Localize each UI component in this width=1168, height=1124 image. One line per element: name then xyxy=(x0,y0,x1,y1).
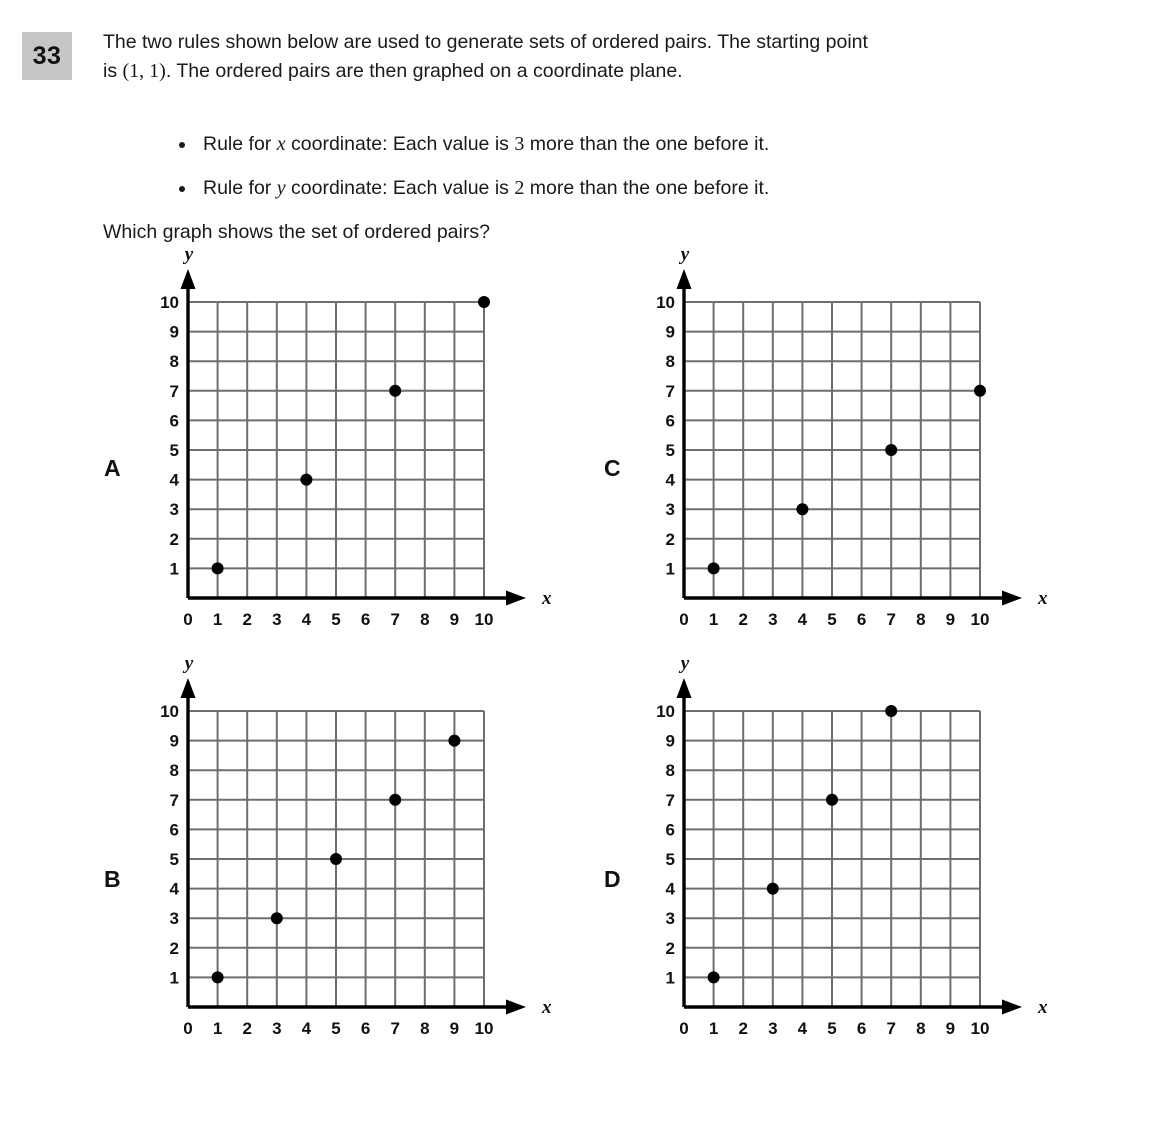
svg-text:8: 8 xyxy=(665,761,675,781)
rule-y-variable: y xyxy=(276,177,286,199)
choice-letter-a[interactable]: A xyxy=(104,455,121,481)
svg-text:9: 9 xyxy=(449,1019,460,1038)
svg-text:7: 7 xyxy=(886,610,896,629)
svg-text:5: 5 xyxy=(331,610,341,629)
data-point xyxy=(271,912,283,924)
data-point xyxy=(389,385,401,397)
starting-point-value: (1, 1) xyxy=(122,60,166,82)
y-axis-label: y xyxy=(680,244,690,265)
svg-text:8: 8 xyxy=(420,1019,430,1038)
axes xyxy=(181,678,527,1015)
svg-text:7: 7 xyxy=(390,610,400,629)
svg-text:8: 8 xyxy=(665,352,675,372)
svg-text:0: 0 xyxy=(679,1019,689,1038)
svg-text:1: 1 xyxy=(665,968,675,988)
svg-text:4: 4 xyxy=(797,610,808,629)
rule-x-suffix: more than the one before it. xyxy=(529,133,770,155)
y-tick-labels xyxy=(656,293,675,578)
svg-text:4: 4 xyxy=(797,1019,808,1038)
svg-text:5: 5 xyxy=(827,1019,837,1038)
svg-text:3: 3 xyxy=(768,610,778,629)
data-point xyxy=(212,562,224,574)
rule-x-prefix: Rule for xyxy=(203,133,272,155)
y-axis-label: y xyxy=(184,244,194,265)
data-point xyxy=(885,705,897,717)
svg-text:3: 3 xyxy=(272,1019,282,1038)
x-axis-label: x xyxy=(1038,588,1048,609)
y-tick-labels xyxy=(160,293,179,578)
svg-text:2: 2 xyxy=(665,529,675,549)
rules-list xyxy=(175,122,1115,210)
data-points xyxy=(212,296,490,574)
svg-text:6: 6 xyxy=(665,411,675,431)
svg-text:2: 2 xyxy=(242,610,252,629)
choice-letter-b[interactable]: B xyxy=(104,866,121,892)
svg-text:4: 4 xyxy=(301,1019,312,1038)
data-point xyxy=(389,794,401,806)
svg-text:3: 3 xyxy=(169,500,179,520)
svg-text:9: 9 xyxy=(169,731,179,751)
svg-text:1: 1 xyxy=(169,559,179,579)
svg-text:6: 6 xyxy=(856,1019,867,1038)
graph-choice-b[interactable] xyxy=(150,653,554,1057)
svg-text:1: 1 xyxy=(708,610,719,629)
svg-text:5: 5 xyxy=(169,850,179,869)
x-tick-labels xyxy=(679,1019,989,1038)
svg-text:7: 7 xyxy=(665,790,675,810)
svg-text:5: 5 xyxy=(331,1019,341,1038)
rule-item-x xyxy=(175,122,1115,166)
svg-text:5: 5 xyxy=(169,441,179,460)
svg-text:10: 10 xyxy=(160,293,179,312)
rule-x-variable: x xyxy=(276,133,286,155)
question-stem xyxy=(103,28,1103,86)
svg-text:10: 10 xyxy=(474,1019,494,1038)
y-axis-label: y xyxy=(184,653,194,674)
svg-text:9: 9 xyxy=(945,610,956,629)
data-point xyxy=(708,971,720,983)
y-tick-labels xyxy=(160,702,179,987)
data-point xyxy=(796,503,808,515)
x-tick-labels xyxy=(183,1019,493,1038)
coordinate-plane-c xyxy=(646,244,1050,648)
question-number-badge: 33 xyxy=(22,32,72,80)
choice-letter-c[interactable]: C xyxy=(604,455,621,481)
graph-choice-a[interactable] xyxy=(150,244,554,648)
svg-text:2: 2 xyxy=(738,1019,748,1038)
svg-text:8: 8 xyxy=(916,1019,926,1038)
svg-text:10: 10 xyxy=(656,293,675,312)
stem-line-2-suffix: . The ordered pairs are then graphed on a coordinate plane. xyxy=(165,60,683,82)
coordinate-plane-d xyxy=(646,653,1050,1057)
rule-item-y xyxy=(175,166,1115,210)
axes xyxy=(181,269,527,606)
svg-text:4: 4 xyxy=(665,879,675,899)
svg-text:6: 6 xyxy=(856,610,867,629)
svg-text:2: 2 xyxy=(242,1019,252,1038)
svg-text:9: 9 xyxy=(169,322,179,342)
svg-text:2: 2 xyxy=(665,938,675,958)
x-axis-label: x xyxy=(1038,997,1048,1018)
stem-line-1: The two rules shown below are used to generate sets of ordered pairs. The starting point xyxy=(103,31,868,53)
svg-text:7: 7 xyxy=(390,1019,400,1038)
svg-text:4: 4 xyxy=(665,470,675,490)
svg-text:8: 8 xyxy=(169,352,179,372)
svg-text:7: 7 xyxy=(665,381,675,401)
svg-text:5: 5 xyxy=(665,850,675,869)
x-tick-labels xyxy=(183,610,493,629)
svg-text:3: 3 xyxy=(768,1019,778,1038)
x-axis-label: x xyxy=(542,997,552,1018)
grid-lines xyxy=(684,302,980,598)
svg-text:0: 0 xyxy=(183,610,193,629)
y-tick-labels xyxy=(656,702,675,987)
svg-text:10: 10 xyxy=(970,610,990,629)
svg-text:8: 8 xyxy=(916,610,926,629)
svg-text:0: 0 xyxy=(679,610,689,629)
svg-text:9: 9 xyxy=(945,1019,956,1038)
x-tick-labels xyxy=(679,610,989,629)
svg-text:7: 7 xyxy=(169,790,179,810)
rule-x-value: 3 xyxy=(514,133,525,155)
svg-text:3: 3 xyxy=(169,909,179,929)
axes xyxy=(677,678,1023,1015)
stem-line-2-prefix: is xyxy=(103,60,118,82)
svg-text:2: 2 xyxy=(169,938,179,958)
svg-text:1: 1 xyxy=(212,1019,223,1038)
svg-text:5: 5 xyxy=(665,441,675,460)
svg-text:10: 10 xyxy=(970,1019,990,1038)
data-point xyxy=(708,562,720,574)
svg-text:2: 2 xyxy=(738,610,748,629)
svg-text:10: 10 xyxy=(656,702,675,721)
svg-text:0: 0 xyxy=(183,1019,193,1038)
svg-text:6: 6 xyxy=(360,1019,371,1038)
svg-text:10: 10 xyxy=(160,702,179,721)
graph-choice-c[interactable] xyxy=(646,244,1050,648)
data-point xyxy=(448,735,460,747)
svg-text:9: 9 xyxy=(665,322,675,342)
data-point xyxy=(767,883,779,895)
choice-letter-d[interactable]: D xyxy=(604,866,621,892)
coordinate-plane-a xyxy=(150,244,554,648)
svg-text:4: 4 xyxy=(301,610,312,629)
svg-text:3: 3 xyxy=(665,500,675,520)
data-point xyxy=(212,971,224,983)
rule-x-middle: coordinate: Each value is xyxy=(291,133,509,155)
svg-text:6: 6 xyxy=(360,610,371,629)
data-point xyxy=(885,444,897,456)
svg-text:7: 7 xyxy=(169,381,179,401)
svg-text:3: 3 xyxy=(272,610,282,629)
svg-text:8: 8 xyxy=(169,761,179,781)
svg-text:1: 1 xyxy=(212,610,223,629)
svg-text:8: 8 xyxy=(420,610,430,629)
svg-text:3: 3 xyxy=(665,909,675,929)
rule-y-prefix: Rule for xyxy=(203,177,272,199)
svg-text:4: 4 xyxy=(169,879,179,899)
svg-text:6: 6 xyxy=(665,820,675,840)
svg-text:1: 1 xyxy=(169,968,179,988)
question-prompt: Which graph shows the set of ordered pairs? xyxy=(103,221,490,243)
data-point xyxy=(300,474,312,486)
axes xyxy=(677,269,1023,606)
x-axis-label: x xyxy=(542,588,552,609)
data-point xyxy=(974,385,986,397)
svg-text:1: 1 xyxy=(708,1019,719,1038)
svg-text:1: 1 xyxy=(665,559,675,579)
svg-text:10: 10 xyxy=(474,610,494,629)
data-point xyxy=(478,296,490,308)
data-point xyxy=(330,853,342,865)
svg-text:7: 7 xyxy=(886,1019,896,1038)
rule-y-middle: coordinate: Each value is xyxy=(291,177,509,199)
graph-choice-d[interactable] xyxy=(646,653,1050,1057)
svg-text:6: 6 xyxy=(169,411,179,431)
data-point xyxy=(826,794,838,806)
svg-text:9: 9 xyxy=(665,731,675,751)
svg-text:6: 6 xyxy=(169,820,179,840)
y-axis-label: y xyxy=(680,653,690,674)
svg-text:2: 2 xyxy=(169,529,179,549)
rule-y-suffix: more than the one before it. xyxy=(529,177,770,199)
grid-lines xyxy=(188,302,484,598)
rule-y-value: 2 xyxy=(514,177,525,199)
svg-text:4: 4 xyxy=(169,470,179,490)
coordinate-plane-b xyxy=(150,653,554,1057)
grid-lines xyxy=(684,711,980,1007)
svg-text:9: 9 xyxy=(449,610,460,629)
svg-text:5: 5 xyxy=(827,610,837,629)
